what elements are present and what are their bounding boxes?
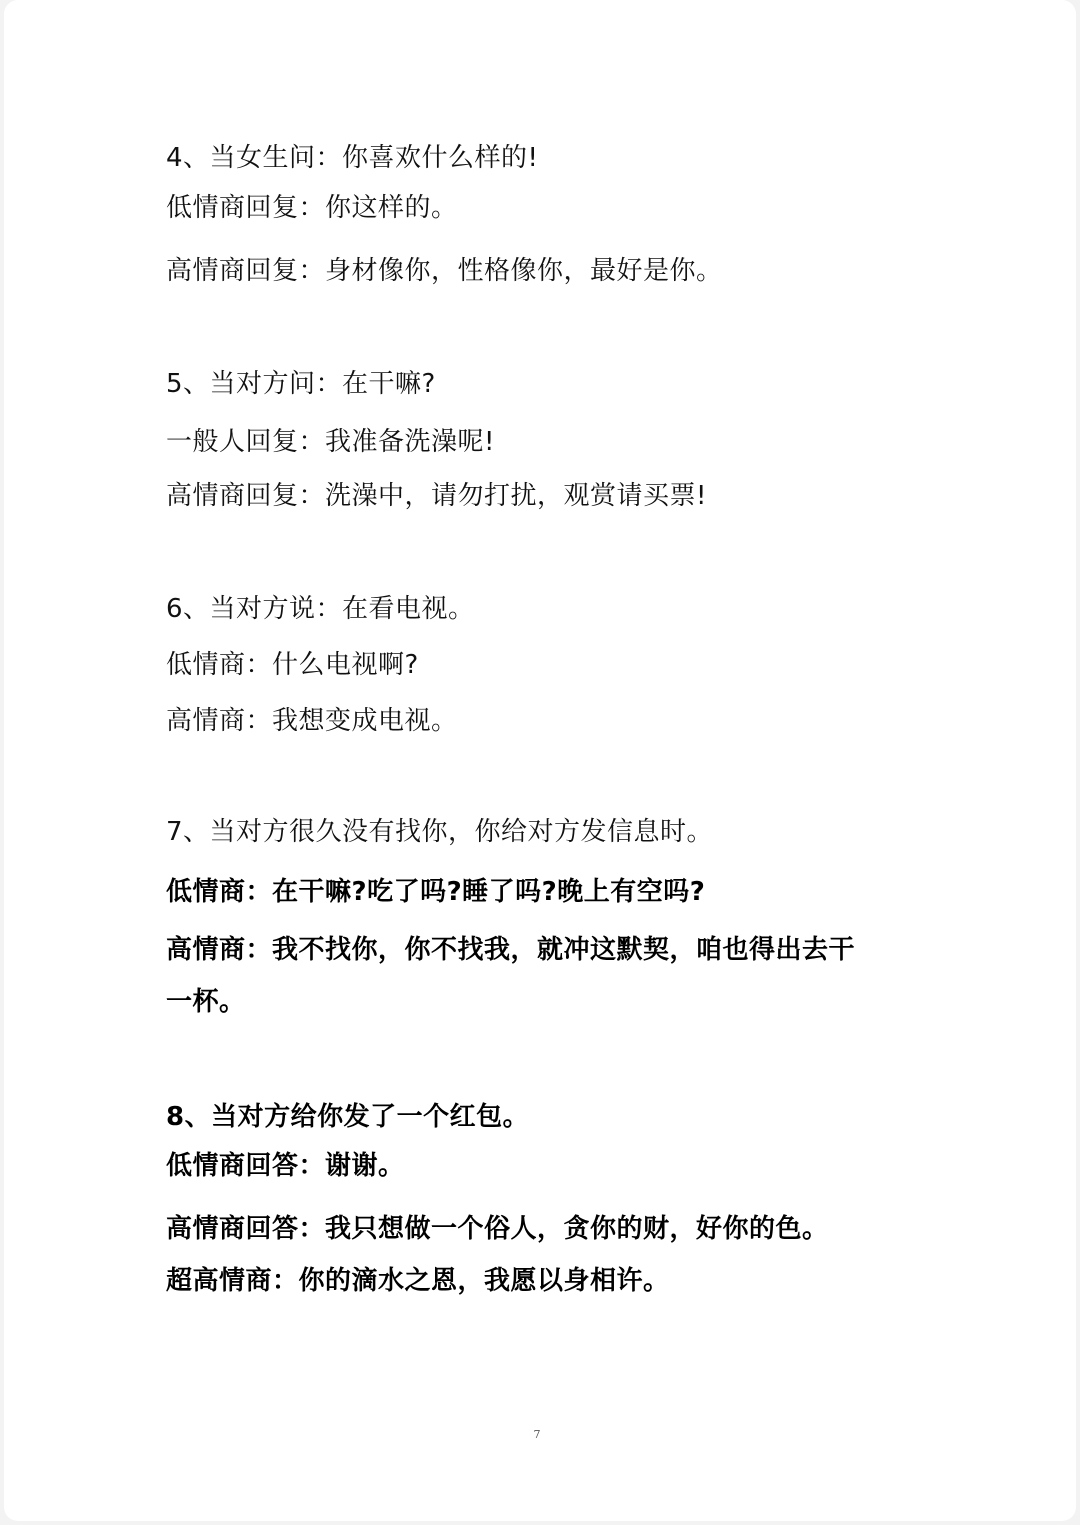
section-8-super-high-eq-answer: 超高情商：你的滴水之恩，我愿以身相许。	[166, 1266, 670, 1296]
section-7-low-eq-reply: 低情商：在干嘛?吃了吗?睡了吗?晚上有空吗?	[166, 877, 706, 907]
section-4-low-eq-reply: 低情商回复：你这样的。	[166, 193, 458, 223]
section-5-high-eq-reply: 高情商回复：洗澡中，请勿打扰，观赏请买票!	[166, 481, 707, 511]
section-4-heading: 4、当女生问：你喜欢什么样的!	[166, 143, 539, 173]
section-8-high-eq-answer: 高情商回答：我只想做一个俗人，贪你的财，好你的色。	[166, 1214, 829, 1244]
section-6-high-eq-reply: 高情商：我想变成电视。	[166, 706, 458, 736]
page-number: 7	[533, 1428, 541, 1441]
document-page	[4, 0, 1076, 1521]
section-7-heading: 7、当对方很久没有找你，你给对方发信息时。	[166, 817, 714, 847]
section-6-low-eq-reply: 低情商：什么电视啊?	[166, 650, 419, 680]
section-5-heading: 5、当对方问：在干嘛?	[166, 369, 436, 399]
section-7-high-eq-reply: 高情商：我不找你，你不找我，就冲这默契，咱也得出去干	[166, 935, 856, 965]
section-5-normal-reply: 一般人回复：我准备洗澡呢!	[166, 427, 495, 457]
section-8-low-eq-answer: 低情商回答：谢谢。	[166, 1151, 405, 1181]
section-6-heading: 6、当对方说：在看电视。	[166, 594, 475, 624]
section-4-high-eq-reply: 高情商回复：身材像你，性格像你，最好是你。	[166, 256, 723, 286]
section-8-heading: 8、当对方给你发了一个红包。	[166, 1102, 530, 1132]
section-7-high-eq-reply-continued: 一杯。	[166, 987, 246, 1017]
